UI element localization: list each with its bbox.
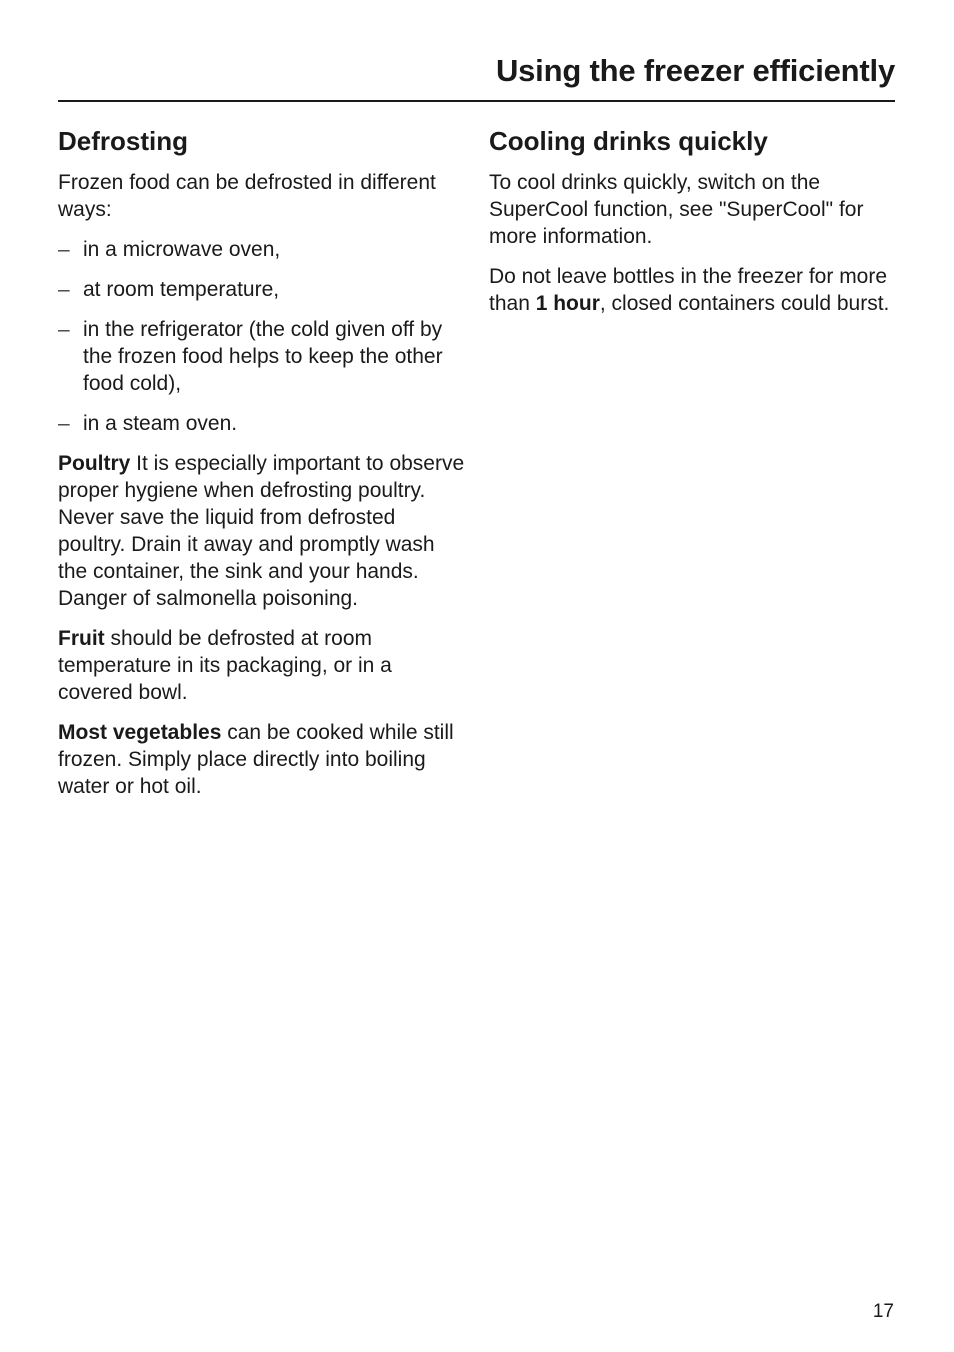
defrosting-methods-list — [58, 236, 468, 437]
page-header — [58, 52, 895, 102]
list-item — [58, 316, 468, 397]
vegetables-label: Most vegetables — [58, 721, 222, 744]
page-number: 17 — [872, 1301, 894, 1322]
dash-bullet: – — [58, 278, 70, 301]
cooling-drinks-heading: Cooling drinks quickly — [489, 126, 768, 156]
fruit-label: Fruit — [58, 627, 105, 650]
poultry-paragraph — [58, 450, 468, 612]
list-item — [58, 236, 468, 263]
list-item-text: in the refrigerator (the cold given off by the frozen food helps to keep the other food cold), — [83, 318, 443, 395]
list-item — [58, 410, 468, 437]
fruit-text: should be defrosted at room temperature in its packaging, or in a covered bowl. — [58, 627, 392, 704]
defrosting-intro: Frozen food can be defrosted in different ways: — [58, 171, 436, 221]
dash-bullet: – — [58, 238, 70, 261]
vegetables-paragraph — [58, 719, 468, 800]
vegetables-text: can be cooked while still frozen. Simply place directly into boiling water or hot oil. — [58, 721, 454, 798]
list-item-text: in a microwave oven, — [83, 238, 281, 261]
dash-bullet: – — [58, 318, 70, 341]
list-item-text: at room temperature, — [83, 278, 280, 301]
defrosting-heading: Defrosting — [58, 126, 188, 156]
defrosting-section — [58, 124, 468, 813]
fruit-paragraph — [58, 625, 468, 706]
list-item-text: in a steam oven. — [83, 412, 238, 435]
poultry-label: Poultry — [58, 452, 131, 475]
dash-bullet: – — [58, 412, 70, 435]
bottles-time-limit: 1 hour — [535, 292, 600, 315]
cooling-drinks-section — [489, 124, 899, 330]
bottles-warning-text-start: Do not leave bottles in the freezer for more than — [489, 265, 888, 315]
list-item — [58, 276, 468, 303]
bottles-warning-paragraph — [489, 263, 899, 317]
bottles-warning-text-end: , closed containers could burst. — [599, 292, 890, 315]
supercool-paragraph: To cool drinks quickly, switch on the SuperCool function, see "SuperCool" for more information. — [489, 171, 864, 248]
poultry-text: It is especially important to observe proper hygiene when defrosting poultry. Never save the liquid from defrosted poultry. Drain it away and promptly wash the container, the sink and your hands. Danger of salmonella poisoning. — [58, 452, 465, 610]
page-title: Using the freezer efficiently — [495, 53, 895, 88]
